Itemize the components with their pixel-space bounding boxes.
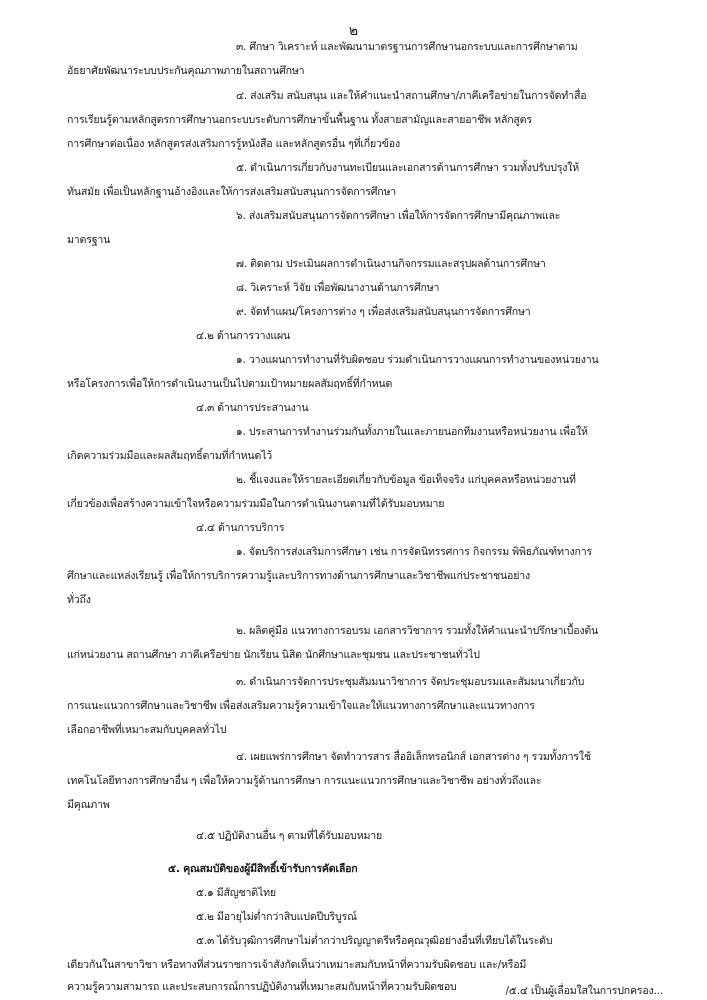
text-line: ๑. วางแผนการทำงานที่รับผิดชอบ ร่วมดำเนินการวางแผนการทำงานของหน่วยงาน — [236, 354, 599, 366]
text-line: ๒. ชี้แจงและให้รายละเอียดเกี่ยวกับข้อมูล ข้อเท็จจริง แก่บุคคลหรือหน่วยงานที่ — [236, 474, 576, 486]
text-line: ๙. จัดทำแผน/โครงการต่าง ๆ เพื่อส่งเสริมสนับสนุนการจัดการศึกษา — [236, 306, 531, 318]
section-heading: ๔.๒ ด้านการวางแผน — [196, 330, 291, 342]
text-line: ๔. เผยแพร่การศึกษา จัดทำวารสาร สื่ออิเล็กทรอนิกส์ เอกสารต่าง ๆ รวมทั้งการใช้ — [236, 751, 591, 763]
text-line: การศึกษาต่อเนื่อง หลักสูตรส่งเสริมการรู้หนังสือ และหลักสูตรอื่น ๆที่เกี่ยวข้อง — [67, 138, 400, 150]
text-line: มาตรฐาน — [67, 234, 111, 246]
section-heading: ๔.๕ ปฏิบัติงานอื่น ๆ ตามที่ได้รับมอบหมาย — [196, 830, 383, 842]
text-line: ๒. ผลิตคู่มือ แนวทางการอบรม เอกสารวิชาการ รวมทั้งให้คำแนะนำปรึกษาเบื้องต้น — [236, 625, 599, 637]
text-line: ๖. ส่งเสริมสนับสนุนการจัดการศึกษา เพื่อให้การจัดการศึกษามีคุณภาพและ — [236, 210, 561, 222]
text-line: ๓. ดำเนินการจัดการประชุมสัมมนาวิชาการ จัดประชุมอบรมและสัมมนาเกี่ยวกับ — [236, 676, 585, 688]
text-line: ๕.๑ มีสัญชาติไทย — [196, 887, 276, 899]
text-line: เลือกอาชีพที่เหมาะสมกับบุคคลทั่วไป — [67, 724, 227, 736]
text-line: ๓. ศึกษา วิเคราะห์ และพัฒนามาตรฐานการศึกษานอกระบบและการศึกษาตาม — [236, 41, 578, 53]
text-line: อัธยาศัยพัฒนาระบบประกันคุณภาพภายในสถานศึกษา — [67, 65, 305, 77]
text-line: ศึกษาและแหล่งเรียนรู้ เพื่อให้การบริการความรู้และบริการทางด้านการศึกษาและวิชาชีพแก่ประชาชนอย่าง — [67, 570, 530, 582]
page-number: ๒ — [348, 23, 359, 39]
text-line: เดียวกันในสาขาวิชา หรือทางที่ส่วนราชการเจ้าสังกัดเห็นว่าเหมาะสมกับหน้าที่ความรับผิดชอบ และ/หรือมี — [67, 959, 527, 971]
text-line: ๗. ติดตาม ประเมินผลการดำเนินงานกิจกรรมและสรุปผลด้านการศึกษา — [236, 258, 546, 270]
text-line: เกิดความร่วมมือและผลสัมฤทธิ์ตามที่กำหนดไว้ — [67, 450, 273, 462]
text-line: หรือโครงการเพื่อให้การดำเนินงานเป็นไปตามเป้าหมายผลสัมฤทธิ์ที่กำหนด — [67, 378, 393, 390]
text-line: ๕.๒ มีอายุไม่ต่ำกว่าสิบแปดปีบริบูรณ์ — [196, 911, 357, 923]
text-line: ทั่วถึง — [67, 594, 91, 606]
continuation-marker: /๕.๔ เป็นผู้เลื่อมใสในการปกครอง... — [505, 985, 663, 997]
section-heading: ๔.๔ ด้านการบริการ — [196, 522, 285, 534]
text-line: ๑. จัดบริการส่งเสริมการศึกษา เช่น การจัดนิทรรศการ กิจกรรม พิพิธภัณฑ์ทางการ — [236, 546, 592, 558]
text-line: ๕. ดำเนินการเกี่ยวกับงานทะเบียนและเอกสารด้านการศึกษา รวมทั้งปรับปรุงให้ — [236, 162, 580, 174]
text-line: ๑. ประสานการทำงานร่วมกันทั้งภายในและภายนอกทีมงานหรือหน่วยงาน เพื่อให้ — [236, 426, 588, 438]
text-line: การเรียนรู้ตามหลักสูตรการศึกษานอกระบบระดับการศึกษาขั้นพื้นฐาน ทั้งสายสามัญและสายอาชีพ หลักสูตร — [67, 114, 532, 126]
text-line: แก่หน่วยงาน สถานศึกษา ภาคีเครือข่าย นักเรียน นิสิต นักศึกษาและชุมชน และประชาชนทั่วไป — [67, 649, 480, 661]
section-heading: ๕. คุณสมบัติของผู้มีสิทธิ์เข้ารับการคัดเลือก — [168, 863, 358, 875]
text-line: ๕.๓ ได้รับวุฒิการศึกษาไม่ต่ำกว่าปริญญาตรีหรือคุณวุฒิอย่างอื่นที่เทียบได้ในระดับ — [196, 935, 553, 947]
text-line: ทันสมัย เพื่อเป็นหลักฐานอ้างอิงและให้การส่งเสริมสนับสนุนการจัดการศึกษา — [67, 186, 397, 198]
text-line: ๔. ส่งเสริม สนับสนุน และให้คำแนะนำสถานศึกษา/ภาคีเครือข่ายในการจัดทำสื่อ — [236, 90, 587, 102]
text-line: มีคุณภาพ — [67, 799, 110, 811]
text-line: ความรู้ความสามารถ และประสบการณ์การปฏิบัติงานที่เหมาะสมกับหน้าที่ความรับผิดชอบ — [67, 981, 457, 993]
text-line: เทคโนโลยีทางการศึกษาอื่น ๆ เพื่อให้ความรู้ด้านการศึกษา การแนะแนวการศึกษาและวิชาชีพ อย่างทั่วถึงและ — [67, 775, 542, 787]
text-line: ๘. วิเคราะห์ วิจัย เพื่อพัฒนางานด้านการศึกษา — [236, 282, 440, 294]
text-line: เกี่ยวข้องเพื่อสร้างความเข้าใจหรือความร่วมมือในการดำเนินงานตามที่ได้รับมอบหมาย — [67, 498, 445, 510]
text-line: การแนะแนวการศึกษาและวิชาชีพ เพื่อส่งเสริมความรู้ความเข้าใจและให้แนวทางการศึกษาและแนวทางการ — [67, 700, 535, 712]
section-heading: ๔.๓ ด้านการประสานงาน — [196, 402, 309, 414]
